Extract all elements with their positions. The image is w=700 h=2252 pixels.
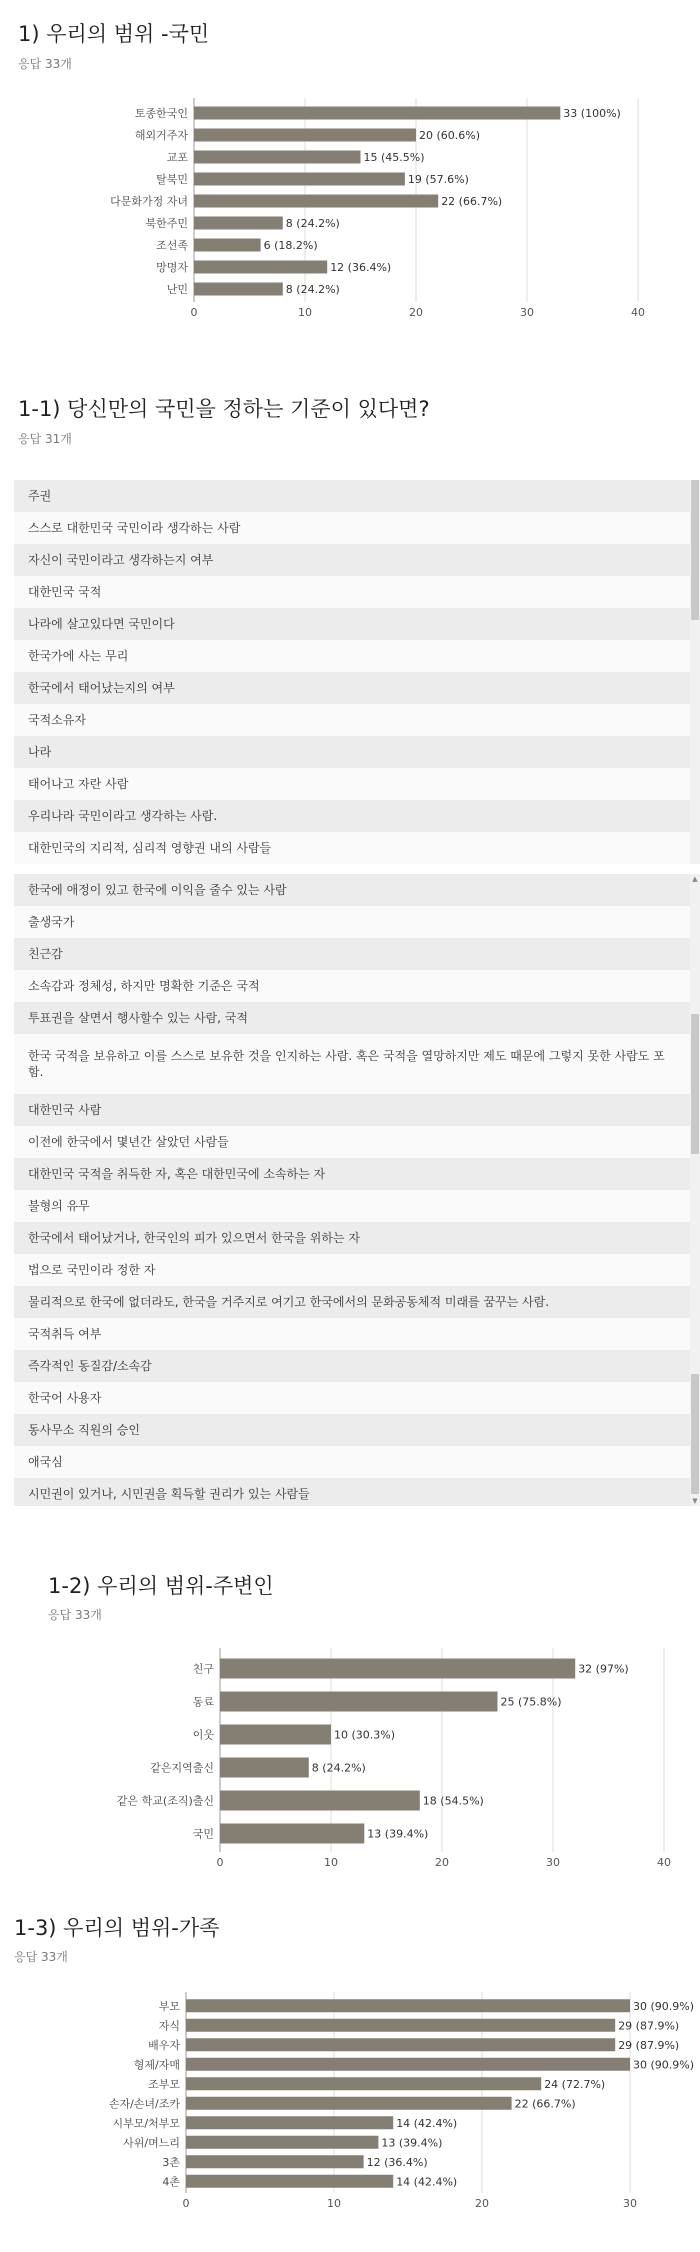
bar [220, 1659, 575, 1679]
data-label: 32 (97%) [578, 1662, 629, 1676]
chart-national [0, 90, 700, 350]
list-item: 소속감과 정체성, 하지만 명확한 기준은 국적 [14, 970, 700, 1002]
category-label: 동료 [192, 1695, 214, 1709]
category-label: 자식 [158, 2019, 180, 2033]
data-label: 25 (75.8%) [500, 1695, 562, 1709]
bar [186, 2038, 615, 2051]
data-label: 15 (45.5%) [363, 151, 425, 164]
category-label: 같은 학교(조직)출신 [116, 1794, 214, 1808]
scroll-up-arrow-icon[interactable]: ▲ [692, 875, 698, 883]
data-label: 12 (36.4%) [330, 261, 392, 274]
list-item: 나라에 살고있다면 국민이다 [14, 608, 700, 640]
list-item: 물리적으로 한국에 없더라도, 한국을 거주지로 여기고 한국에서의 문화공동체적 미래를 꿈꾸는 사람. [14, 1286, 700, 1318]
category-label: 배우자 [148, 2038, 180, 2052]
data-label: 29 (87.9%) [618, 2038, 680, 2052]
data-label: 29 (87.9%) [618, 2019, 680, 2033]
response-list-b-items [14, 874, 700, 1506]
category-label: 4촌 [162, 2175, 180, 2189]
data-label: 30 (90.9%) [633, 1999, 695, 2013]
data-label: 8 (24.2%) [311, 1761, 366, 1775]
scrollbar[interactable] [690, 480, 700, 864]
x-tick-label: 30 [546, 1856, 560, 1869]
scrollbar-thumb[interactable] [691, 1014, 699, 1154]
data-label: 14 (42.4%) [396, 2116, 458, 2130]
section-criteria [0, 380, 700, 1530]
response-list-a-items [14, 480, 700, 864]
data-label: 8 (24.2%) [285, 283, 340, 296]
data-label: 18 (54.5%) [422, 1794, 484, 1808]
section-family [0, 1900, 700, 2252]
x-tick-label: 20 [435, 1856, 449, 1869]
response-count: 응답 33개 [48, 1608, 102, 1622]
list-item: 한국가에 사는 무리 [14, 640, 700, 672]
data-label: 13 (39.4%) [381, 2136, 443, 2150]
bar [220, 1725, 331, 1745]
x-tick-label: 10 [298, 306, 312, 319]
category-label: 조부모 [148, 2077, 180, 2091]
x-tick-label: 30 [623, 2197, 637, 2210]
category-label: 시부모/처부모 [112, 2116, 180, 2130]
list-item: 애국심 [14, 1446, 700, 1478]
section-title: 1-3) 우리의 범위-가족 [14, 1916, 220, 1940]
list-item: 우리나라 국민이라고 생각하는 사람. [14, 800, 700, 832]
response-count: 응답 33개 [14, 1950, 68, 1964]
bar [194, 239, 261, 252]
category-label: 난민 [166, 283, 188, 296]
list-item: 즉각적인 동질감/소속감 [14, 1350, 700, 1382]
bar [194, 107, 560, 120]
bar [186, 2116, 393, 2129]
x-tick-label: 10 [324, 1856, 338, 1869]
category-label: 조선족 [156, 239, 188, 252]
x-tick-label: 0 [190, 306, 198, 319]
category-label: 국민 [192, 1827, 214, 1841]
list-item: 스스로 대한민국 국민이라 생각하는 사람 [14, 512, 700, 544]
data-label: 20 (60.6%) [419, 129, 481, 142]
data-label: 19 (57.6%) [407, 173, 469, 186]
category-label: 토종한국인 [134, 107, 188, 120]
scrollbar[interactable] [690, 874, 700, 1506]
scrollbar-thumb[interactable] [691, 480, 699, 620]
category-label: 탈북민 [156, 173, 188, 186]
data-label: 12 (36.4%) [366, 2155, 428, 2169]
chart-family [0, 1982, 700, 2252]
bar [194, 261, 327, 274]
category-label: 3촌 [162, 2155, 180, 2169]
category-label: 손자/손녀/조카 [108, 2097, 180, 2111]
category-label: 다문화가정 자녀 [110, 195, 188, 208]
list-item: 한국에서 태어났는지의 여부 [14, 672, 700, 704]
x-tick-label: 20 [475, 2197, 489, 2210]
list-item: 국적취득 여부 [14, 1318, 700, 1350]
list-item: 불형의 유무 [14, 1190, 700, 1222]
category-label: 북한주민 [145, 217, 188, 230]
response-count: 응답 33개 [18, 57, 72, 71]
category-label: 사위/며느리 [123, 2136, 180, 2150]
list-item: 법으로 국민이라 정한 자 [14, 1254, 700, 1286]
data-label: 6 (18.2%) [263, 239, 318, 252]
bar [186, 2175, 393, 2188]
list-item: 한국에서 태어났거나, 한국인의 피가 있으면서 한국을 위하는 자 [14, 1222, 700, 1254]
list-item: 시민권이 있거나, 시민권을 획득할 권리가 있는 사람들 [14, 1478, 700, 1506]
x-tick-label: 10 [327, 2197, 341, 2210]
list-item: 대한민국 사람 [14, 1094, 700, 1126]
bar [220, 1824, 364, 1844]
list-item: 국적소유자 [14, 704, 700, 736]
bar [186, 2155, 364, 2168]
list-item: 태어나고 자란 사람 [14, 768, 700, 800]
list-item: 대한민국 국적을 취득한 자, 혹은 대한민국에 소속하는 자 [14, 1158, 700, 1190]
section-surrounding [0, 1560, 700, 1880]
bar [194, 129, 416, 142]
list-item: 투표권을 살면서 행사할수 있는 사람, 국적 [14, 1002, 700, 1034]
bar [186, 2097, 512, 2110]
x-tick-label: 40 [657, 1856, 671, 1869]
bar [194, 217, 283, 230]
chart-surrounding [0, 1640, 700, 1880]
bar [194, 195, 438, 208]
bar [220, 1791, 420, 1811]
data-label: 8 (24.2%) [285, 217, 340, 230]
bar [194, 283, 283, 296]
category-label: 형제/자매 [133, 2058, 180, 2072]
list-item: 한국 국적을 보유하고 이를 스스로 보유한 것을 인지하는 사람. 혹은 국적을 열망하지만 제도 때문에 그렇지 못한 사람도 포함. [14, 1034, 700, 1094]
x-tick-label: 0 [216, 1856, 224, 1869]
gridlines [220, 1648, 664, 1852]
data-label: 30 (90.9%) [633, 2058, 695, 2072]
list-item: 대한민국 국적 [14, 576, 700, 608]
list-item: 한국에 애정이 있고 한국에 이익을 줄수 있는 사람 [14, 874, 700, 906]
list-item: 대한민국의 지리적, 심리적 영향권 내의 사람들 [14, 832, 700, 864]
category-label: 같은지역출신 [150, 1761, 214, 1775]
section-title: 1-1) 당신만의 국민을 정하는 기준이 있다면? [18, 397, 430, 421]
data-label: 33 (100%) [563, 107, 621, 120]
list-item: 이전에 한국에서 몇년간 살았던 사람들 [14, 1126, 700, 1158]
category-label: 망명자 [156, 261, 188, 274]
bar [220, 1758, 309, 1778]
list-item: 친근감 [14, 938, 700, 970]
x-tick-label: 0 [182, 2197, 190, 2210]
bar [186, 2019, 615, 2032]
data-label: 22 (66.7%) [441, 195, 503, 208]
list-item: 동사무소 직원의 승인 [14, 1414, 700, 1446]
data-label: 10 (30.3%) [334, 1728, 396, 1742]
bar [194, 151, 361, 164]
list-item: 출생국가 [14, 906, 700, 938]
category-label: 부모 [158, 1999, 180, 2013]
bar [194, 173, 405, 186]
bar [186, 1999, 630, 2012]
response-count: 응답 31개 [18, 432, 72, 446]
section-title: 1) 우리의 범위 -국민 [18, 22, 210, 46]
bar [220, 1692, 498, 1712]
list-item: 한국어 사용자 [14, 1382, 700, 1414]
list-item: 나라 [14, 736, 700, 768]
section-national [0, 0, 700, 340]
data-label: 22 (66.7%) [514, 2097, 576, 2111]
response-list-b[interactable] [14, 874, 700, 1506]
scrollbar-thumb-lower[interactable] [691, 1374, 699, 1494]
list-item: 주권 [14, 480, 700, 512]
data-label: 13 (39.4%) [367, 1827, 429, 1841]
category-label: 교포 [166, 151, 188, 164]
x-tick-label: 40 [631, 306, 645, 319]
bar [186, 2136, 378, 2149]
x-tick-label: 30 [520, 306, 534, 319]
data-label: 14 (42.4%) [396, 2175, 458, 2189]
category-label: 친구 [192, 1662, 214, 1676]
x-tick-label: 20 [409, 306, 423, 319]
bar [186, 2058, 630, 2071]
scroll-down-arrow-icon[interactable]: ▼ [692, 1497, 698, 1505]
section-title: 1-2) 우리의 범위-주변인 [48, 1574, 274, 1598]
category-label: 이웃 [192, 1728, 214, 1742]
bar [186, 2077, 541, 2090]
category-label: 해외거주자 [134, 129, 188, 142]
list-item: 자신이 국민이라고 생각하는지 여부 [14, 544, 700, 576]
response-list-a[interactable] [14, 480, 700, 864]
data-label: 24 (72.7%) [544, 2077, 606, 2091]
